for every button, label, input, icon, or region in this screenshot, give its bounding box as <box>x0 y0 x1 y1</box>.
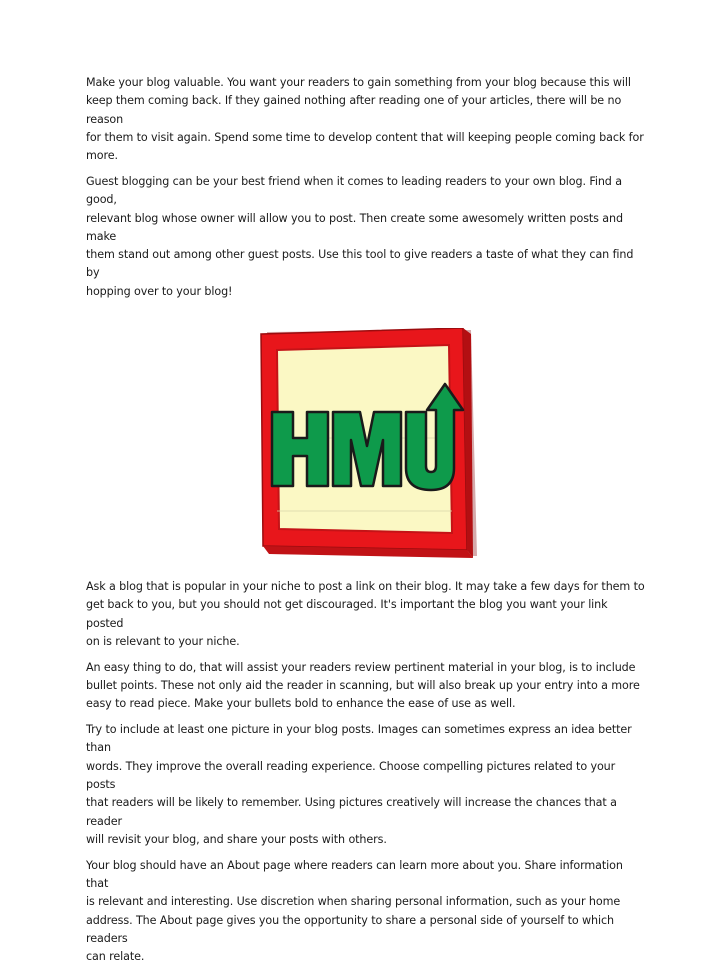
paragraph-bullet-points: An easy thing to do, that will assist your readers review pertinent material in your blog, is to include bullet points. These not only aid the reader in scanning, but will also break up your entry into a more easy to read piece. Make your bullets bold to enhance the ease of use as well. <box>86 660 640 711</box>
paragraph-make-blog-valuable: Make your blog valuable. You want your readers to gain something from your blog because this will keep them coming back. If they gained nothing after reading one of your articles, there will be no reason for them to visit again. Spend some time to develop content that will keeping people coming back for more. <box>86 76 644 163</box>
paragraph-guest-blogging: Guest blogging can be your best friend when it comes to leading readers to your own blog. Find a good, relevant blog whose owner will allow you to post. Then create some awesomely written posts and make them stand out among other guest posts. Use this tool to give readers a taste of what they can find by hopping over to your blog! <box>86 174 634 298</box>
logo-text: HMU <box>259 328 262 330</box>
paragraph-pictures: Try to include at least one picture in your blog posts. Images can sometimes express an idea better than words. They improve the overall reading experience. Choose compelling pictures related to your posts that readers will be likely to remember. Using pictures creatively will increase the chances that a reader will revisit your blog, and share your posts with others. <box>86 723 632 846</box>
paragraph-about-page: Your blog should have an About page where readers can learn more about you. Share information that is relevant and interesting. Use discretion when sharing personal information, such as your home address. The About page gives you the opportunity to share a personal side of yourself to which readers can relate. <box>86 858 623 964</box>
paragraph-ask-a-blog: Ask a blog that is popular in your niche to post a link on their blog. It may take a few days for them to get back to you, but you should not get discouraged. It's important the blog you want your link posted on is relevant to your niche. <box>86 580 645 648</box>
hmu-logo-graphic <box>259 328 479 560</box>
document-page <box>86 74 646 967</box>
hmu-logo-image <box>259 328 479 560</box>
